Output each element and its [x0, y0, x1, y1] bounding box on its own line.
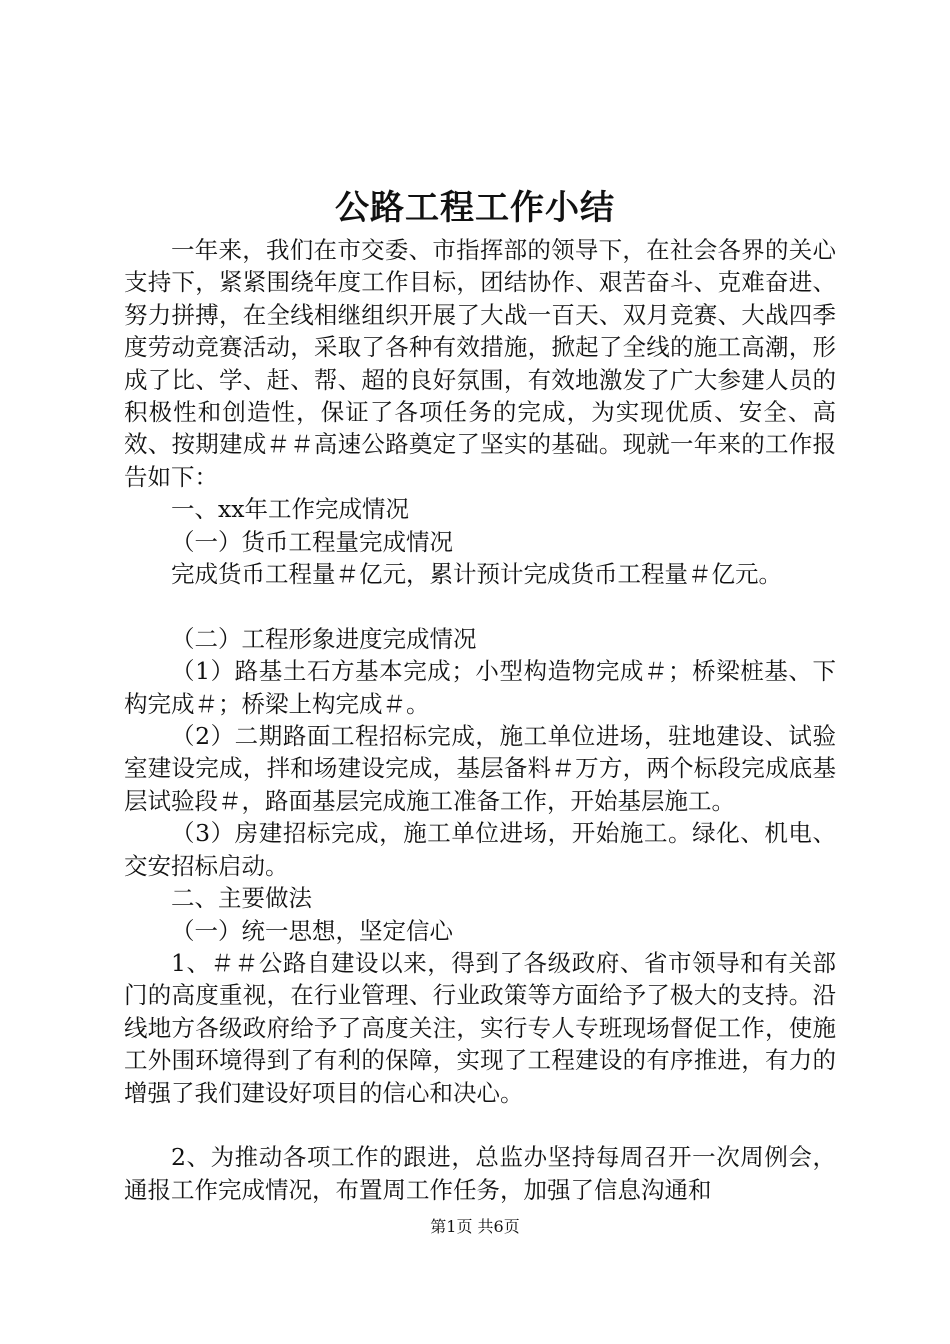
subheading-1-1: （一）货币工程量完成情况: [171, 527, 453, 556]
paragraph-point-1: 1、＃＃公路自建设以来，得到了各级政府、省市领导和有关部门的高度重视，在行业管理、行业政策等方面给予了极大的支持。沿线地方各级政府给予了高度关注，实行专人专班现场督促工作，使施工外围环境得到了有利的保障，实现了工程建设的有序推进，有力的增强了我们建设好项目的信心和决心。: [124, 948, 836, 1107]
heading-section-2: 二、主要做法: [171, 884, 312, 913]
heading-section-1: 一、xx年工作完成情况: [171, 495, 410, 524]
paragraph-item-1: （1）路基土石方基本完成；小型构造物完成＃；桥梁桩基、下构完成＃；桥梁上构完成＃。: [124, 657, 836, 718]
document-title: 公路工程工作小结: [335, 188, 615, 228]
paragraph-item-3: （3）房建招标完成，施工单位进场，开始施工。绿化、机电、交安招标启动。: [124, 819, 836, 880]
paragraph-item-2: （2）二期路面工程招标完成，施工单位进场，驻地建设、试验室建设完成，拌和场建设完成，基层备料＃万方，两个标段完成底基层试验段＃，路面基层完成施工准备工作，开始基层施工。: [124, 722, 836, 815]
subheading-2-1: （一）统一思想，坚定信心: [171, 916, 453, 945]
blank-line: [124, 590, 836, 622]
paragraph-intro: 一年来，我们在市交委、市指挥部的领导下，在社会各界的关心支持下，紧紧围绕年度工作目标，团结协作、艰苦奋斗、克难奋进、努力拼搏，在全线相继组织开展了大战一百天、双月竞赛、大战四季度劳动竞赛活动，采取了各种有效措施，掀起了全线的施工高潮，形成了比、学、赶、帮、超的良好氛围，有效地激发了广大参建人员的积极性和创造性，保证了各项任务的完成，为实现优质、安全、高效、按期建成＃＃高速公路奠定了坚实的基础。现就一年来的工作报告如下：: [124, 236, 836, 491]
page-number-footer: 第1页 共6页: [430, 1217, 520, 1236]
blank-line: [124, 1109, 836, 1141]
paragraph-monetary-volume: 完成货币工程量＃亿元，累计预计完成货币工程量＃亿元。: [171, 560, 782, 589]
subheading-1-2: （二）工程形象进度完成情况: [171, 624, 477, 653]
document-body: [124, 234, 836, 1206]
paragraph-point-2: 2、为推动各项工作的跟进，总监办坚持每周召开一次周例会，通报工作完成情况，布置周工作任务，加强了信息沟通和: [124, 1143, 836, 1204]
